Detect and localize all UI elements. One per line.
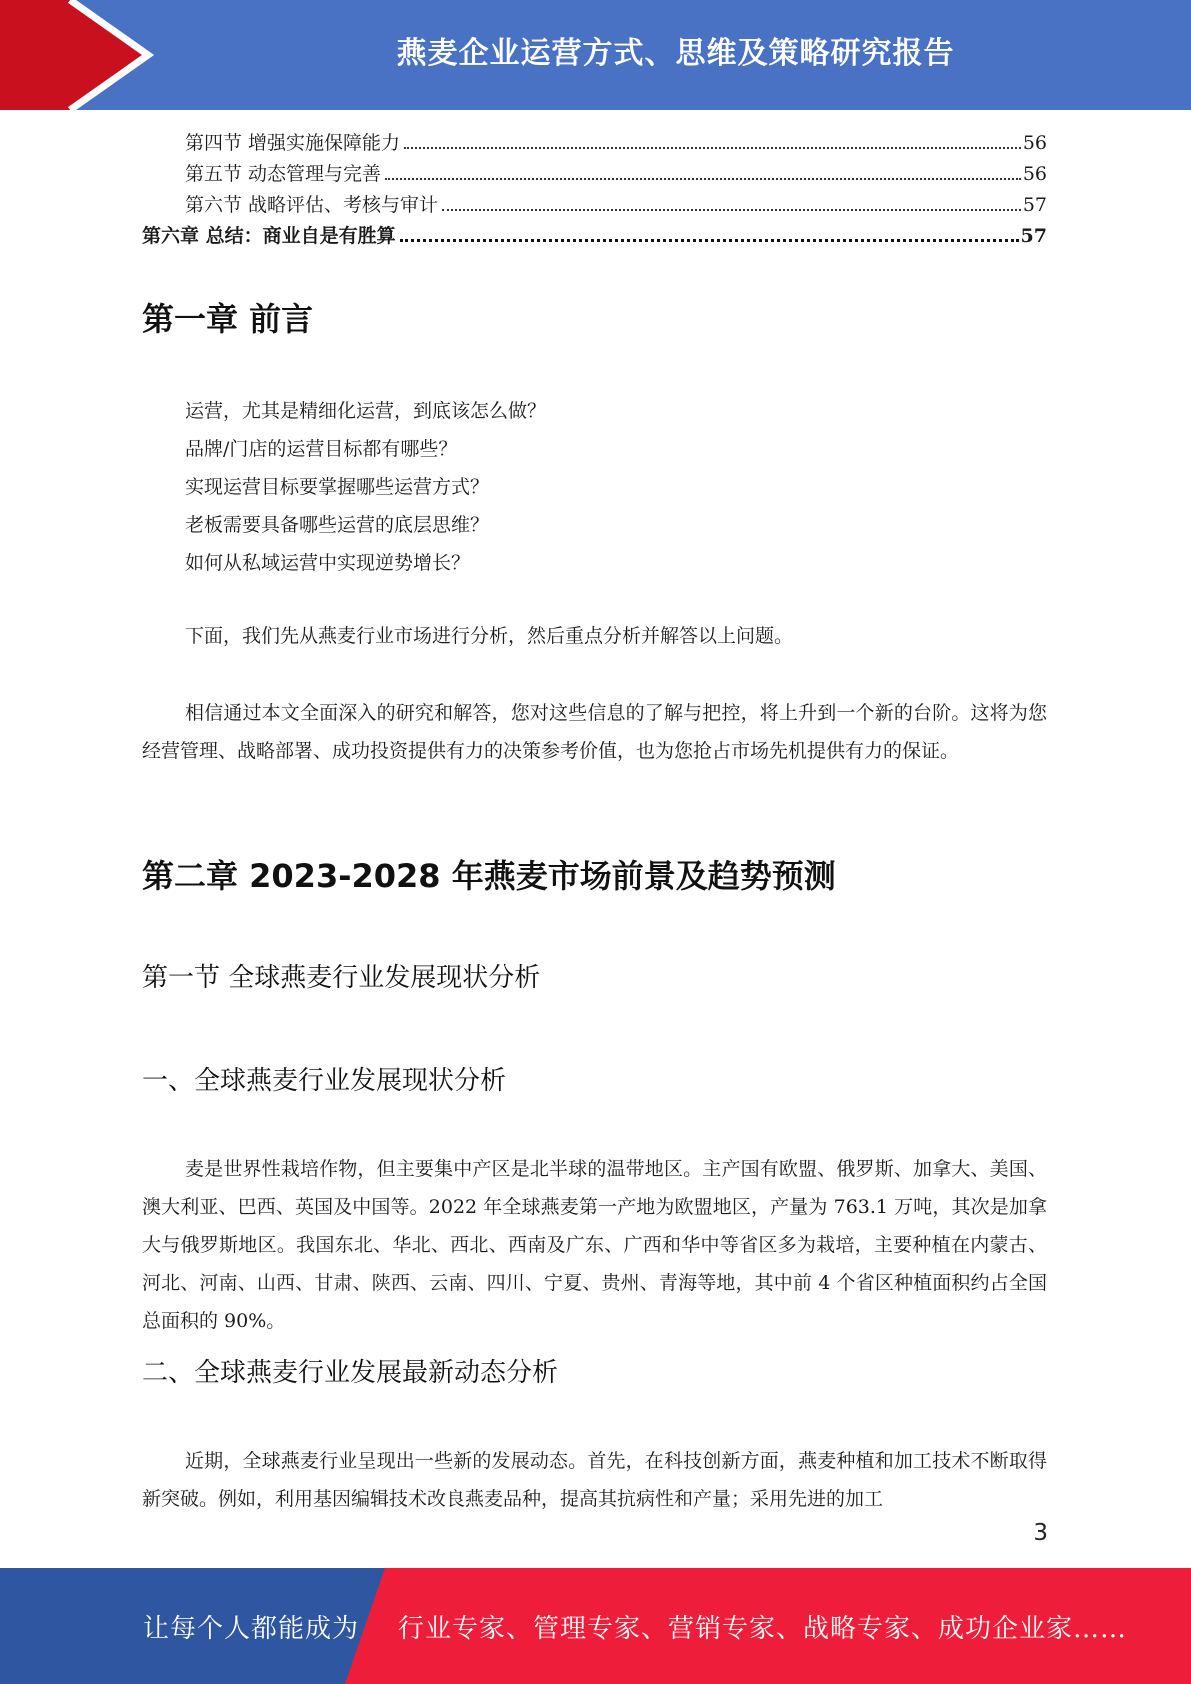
page-footer	[0, 1568, 1191, 1684]
toc-entry-title: 第五节 动态管理与完善	[185, 163, 382, 185]
page-number: 3	[1033, 1520, 1048, 1546]
toc-entry-page: 57	[1020, 225, 1047, 247]
question-line: 品牌/门店的运营目标都有哪些？	[185, 438, 458, 460]
question-line: 实现运营目标要掌握哪些运营方式？	[185, 476, 490, 498]
toc-entry-title: 第四节 增强实施保障能力	[185, 132, 401, 154]
page-header	[0, 0, 1191, 110]
toc-entry-chapter[interactable]	[142, 221, 1047, 252]
section-heading: 第一节 全球燕麦行业发展现状分析	[142, 963, 541, 993]
chapter-1-heading: 第一章 前言	[142, 300, 314, 338]
report-title: 燕麦企业运营方式、思维及策略研究报告	[396, 36, 955, 71]
toc-entry-title: 第六章 总结：商业自是有胜算	[142, 225, 396, 247]
table-of-contents	[142, 128, 1047, 252]
subsection-heading: 一、全球燕麦行业发展现状分析	[142, 1066, 507, 1096]
footer-slogan-left: 让每个人都能成为	[143, 1613, 360, 1644]
toc-entry-page: 56	[1022, 163, 1047, 185]
toc-entry-page: 56	[1022, 132, 1047, 154]
chapter-2-heading: 第二章 2023-2028 年燕麦市场前景及趋势预测	[142, 857, 836, 895]
body-paragraph: 近期，全球燕麦行业呈现出一些新的发展动态。首先，在科技创新方面，燕麦种植和加工技术不断取得新突破。例如，利用基因编辑技术改良燕麦品种，提高其抗病性和产量；采用先进的加工	[142, 1450, 1047, 1510]
toc-entry[interactable]	[142, 159, 1047, 190]
toc-entry[interactable]	[142, 128, 1047, 159]
footer-slogan-right: 行业专家、管理专家、营销专家、战略专家、成功企业家……	[398, 1613, 1128, 1644]
toc-leader-dots	[404, 147, 1021, 149]
question-line: 运营，尤其是精细化运营，到底该怎么做？	[185, 400, 547, 422]
body-paragraph: 麦是世界性栽培作物，但主要集中产区是北半球的温带地区。主产国有欧盟、俄罗斯、加拿大、美国、澳大利亚、巴西、英国及中国等。2022 年全球燕麦第一产地为欧盟地区，产量为 763.1 万吨，其次是加拿大与俄罗斯地区。我国东北、华北、西北、西南及广东、广西和华中等省区多为栽培，主要种植在内蒙古、河北、河南、山西、甘肃、陕西、云南、四川、宁夏、贵州、青海等地，其中前 4 个省区种植面积约占全国总面积的 90%。	[142, 1158, 1047, 1332]
toc-leader-dots	[385, 178, 1021, 180]
toc-leader-dots	[442, 209, 1021, 211]
intro-paragraph: 相信通过本文全面深入的研究和解答，您对这些信息的了解与把控，将上升到一个新的台阶。这将为您经营管理、战略部署、成功投资提供有力的决策参考价值，也为您抢占市场先机提供有力的保证。	[142, 702, 1047, 762]
intro-paragraph: 下面，我们先从燕麦行业市场进行分析，然后重点分析并解答以上问题。	[185, 625, 794, 647]
question-line: 如何从私域运营中实现逆势增长？	[185, 552, 471, 574]
toc-entry-title: 第六节 战略评估、考核与审计	[185, 194, 439, 216]
question-line: 老板需要具备哪些运营的底层思维？	[185, 514, 490, 536]
toc-entry[interactable]	[142, 190, 1047, 221]
toc-leader-dots	[400, 239, 1019, 242]
toc-entry-page: 57	[1022, 194, 1047, 216]
subsection-heading: 二、全球燕麦行业发展最新动态分析	[142, 1358, 559, 1388]
